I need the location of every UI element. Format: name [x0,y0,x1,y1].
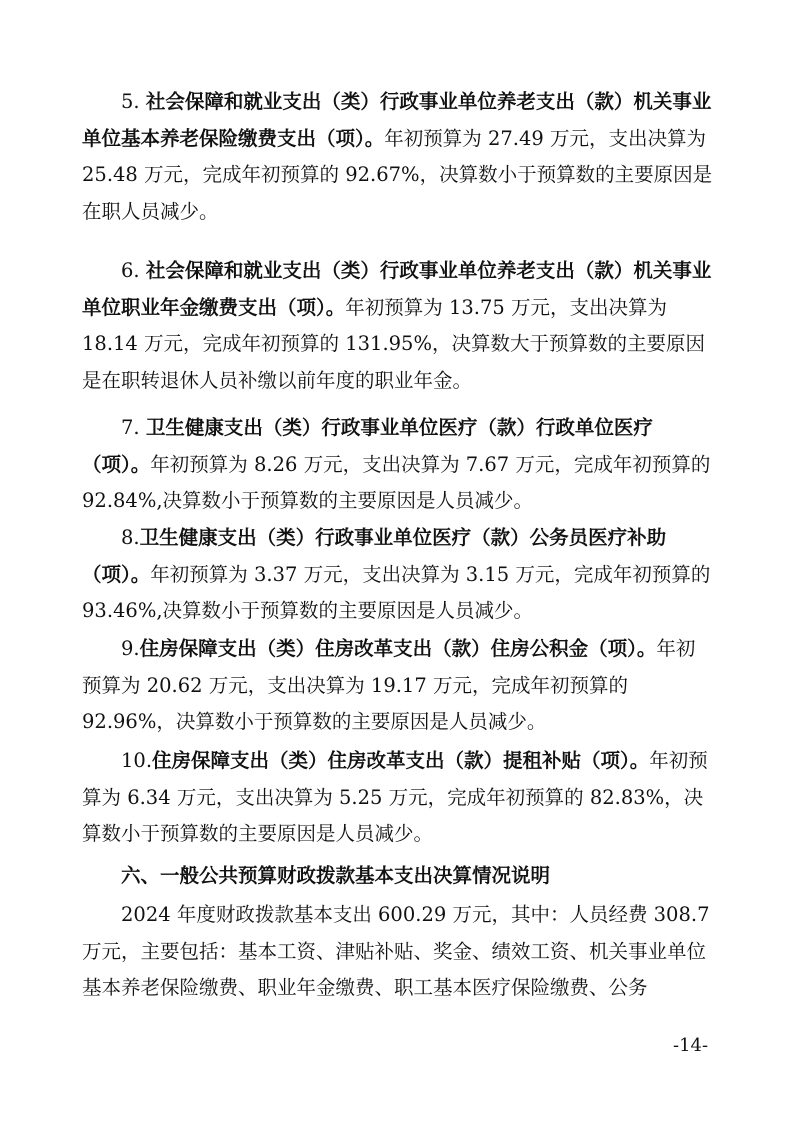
item-7-text: 年初预算为 8.26 万元，支出决算为 7.67 万元，完成年初预算的 92.84%,决算数小于预算数的主要原因是人员减少。 [82,452,711,512]
item-7-title: 卫生健康支出（类）行政事业单位医疗（款）行政单位医疗（项）。 [82,416,653,476]
section-heading: 六、一般公共预算财政拨款基本支出决算情况说明 [121,864,551,887]
section-text: 2024 年度财政拨款基本支出 600.29 万元，其中：人员经费 308.7 万元，主要包括：基本工资、津贴补贴、奖金、绩效工资、机关事业单位基本养老保险缴费、职业年金缴费、职工基本医疗保险缴费、公务 [82,903,710,999]
item-8-text: 年初预算为 3.37 万元，支出决算为 3.15 万元，完成年初预算的 93.46%,决算数小于预算数的主要原因是人员减少。 [82,562,711,622]
item-5-number: 5. [121,90,140,113]
item-5-paragraph [82,84,714,230]
section-paragraph [82,897,714,1007]
item-6-text: 年初预算为 13.75 万元，支出决算为 18.14 万元，完成年初预算的 131.95%，决算数大于预算数的主要原因是在职转退休人员补缴以前年度的职业年金。 [82,295,705,392]
item-6-paragraph [82,253,714,399]
page-number: -14- [673,1035,709,1056]
item-6-title: 社会保障和就业支出（类）行政事业单位养老支出（款）机关事业单位职业年金缴费支出（项）。 [82,259,712,319]
item-10-paragraph [82,743,714,853]
item-8-title: 卫生健康支出（类）行政事业单位医疗（款）公务员医疗补助（项）。 [82,526,667,586]
item-5-text: 年初预算为 27.49 万元，支出决算为 25.48 万元，完成年初预算的 92.67%，决算数小于预算数的主要原因是在职人员减少。 [82,126,713,223]
item-7-number: 7. [121,416,140,439]
item-9-number: 9. [121,637,140,660]
item-7-paragraph [82,410,714,520]
item-10-title: 住房保障支出（类）住房改革支出（款）提租补贴（项）。 [152,749,650,772]
item-10-text: 年初预算为 6.34 万元，支出决算为 5.25 万元，完成年初预算的 82.83%，决算数小于预算数的主要原因是人员减少。 [82,749,708,845]
item-9-text: 年初预算为 20.62 万元，支出决算为 19.17 万元，完成年初预算的 92.96%，决算数小于预算数的主要原因是人员减少。 [82,637,696,733]
item-8-number: 8. [121,526,140,549]
item-9-paragraph [82,631,714,741]
item-6-number: 6. [121,259,140,282]
item-8-paragraph [82,520,714,630]
item-5-title: 社会保障和就业支出（类）行政事业单位养老支出（款）机关事业单位基本养老保险缴费支出（项）。 [82,90,712,150]
item-10-number: 10. [121,749,153,772]
item-9-title: 住房保障支出（类）住房改革支出（款）住房公积金（项）。 [139,637,657,660]
